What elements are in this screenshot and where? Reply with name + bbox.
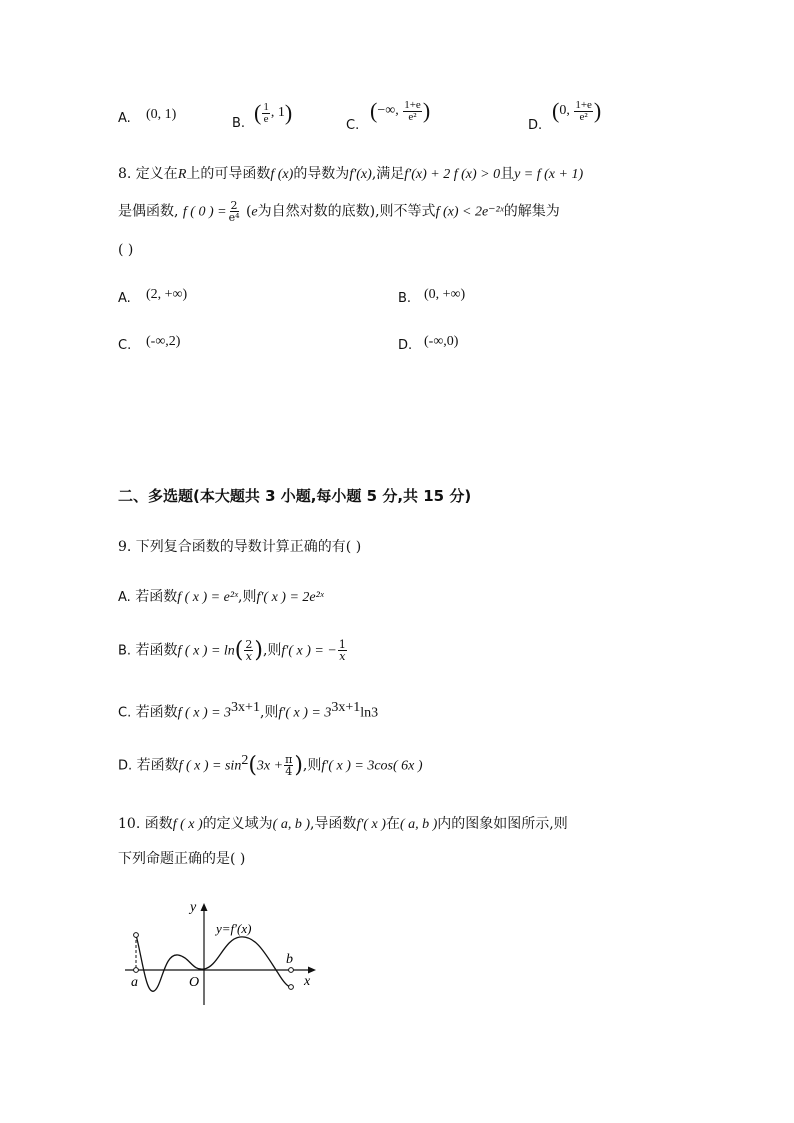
open-point-a-top	[134, 933, 139, 938]
q8-stem-line2: 是偶函数, f ( 0 ) = $\frac{2}{\text{e⁴}}$ (e为自然对数的底数),则不等式f (x) < 2e⁻²ˣ的解集为	[118, 199, 560, 224]
q7-option-c-expr: (−∞, $\frac{1+e}{\text{e²}}$ )	[370, 98, 431, 123]
q7-option-d-expr: (0, $\frac{1+e}{\text{e²}}$ )	[552, 98, 602, 123]
q10-stem-line1: 10. 函数f ( x )的定义域为( a, b ),导函数f′( x )在( a, b )内的图象如图所示,则	[118, 816, 568, 832]
q8-option-c-label: C.	[118, 338, 132, 353]
x-axis-arrow	[308, 967, 316, 974]
q8-option-d-text: (-∞,0)	[424, 334, 459, 349]
derivative-curve	[136, 935, 291, 991]
a-label: a	[131, 975, 138, 990]
q7-option-c-label: C.	[346, 118, 360, 133]
open-point-b-axis	[289, 968, 294, 973]
q8-option-a-label: A.	[118, 291, 131, 306]
open-point-b-bottom	[289, 985, 294, 990]
q8-stem-line1: 8. 定义在R上的可导函数f (x)的导数为f′(x),满足f′(x) + 2 f (x) > 0且y = f (x + 1)	[118, 166, 584, 182]
q9-option-d: D. 若函数f ( x ) = $\sin^2(3x$ + $\frac{\pi}{4}$ ),则f′( x ) = 3cos( 6x )	[118, 753, 423, 779]
y-axis-arrow	[201, 903, 208, 911]
q7-option-d-label: D.	[528, 118, 543, 133]
section-heading-multi-choice: 二、多选题(本大题共 3 小题,每小题 5 分,共 15 分)	[118, 487, 472, 505]
b-label: b	[286, 952, 293, 967]
q9-option-c: C. 若函数f ( x ) = $3^{3x+1}$,则f′( x ) = $3^{3x+1}\ln 3$	[118, 700, 379, 721]
open-point-a-axis	[134, 968, 139, 973]
x-axis-label: x	[304, 974, 311, 989]
curve-label: y=f′(x)	[216, 921, 252, 936]
q8-option-a-text: (2, +∞)	[146, 287, 188, 302]
q8-option-c-text: (-∞,2)	[146, 334, 181, 349]
q7-option-b-label: B.	[232, 116, 246, 131]
q7-option-a-text: (0, 1)	[146, 107, 177, 122]
derivative-graph	[120, 895, 325, 1010]
origin-label: O	[189, 975, 200, 990]
q8-option-b-text: (0, +∞)	[424, 287, 466, 302]
q7-option-a-label: A.	[118, 111, 131, 126]
q7-option-b-expr: ( $\frac{1}{e}$ , 1)	[254, 100, 293, 125]
q9-stem: 9. 下列复合函数的导数计算正确的有( )	[118, 539, 362, 555]
q8-answer-parens: ( )	[118, 242, 134, 258]
q9-option-b: B. 若函数f ( x ) = ln( $\frac{2}{x}$ ),则f′( x ) = − $\frac{1}{x}$	[118, 638, 346, 663]
q9-option-a: A. 若函数f ( x ) = e²ˣ,则f′( x ) = 2e²ˣ	[118, 589, 324, 605]
q8-option-b-label: B.	[398, 291, 412, 306]
q8-option-d-label: D.	[398, 338, 413, 353]
y-axis-label: y	[190, 900, 197, 915]
q10-stem-line2: 下列命题正确的是( )	[118, 851, 246, 867]
